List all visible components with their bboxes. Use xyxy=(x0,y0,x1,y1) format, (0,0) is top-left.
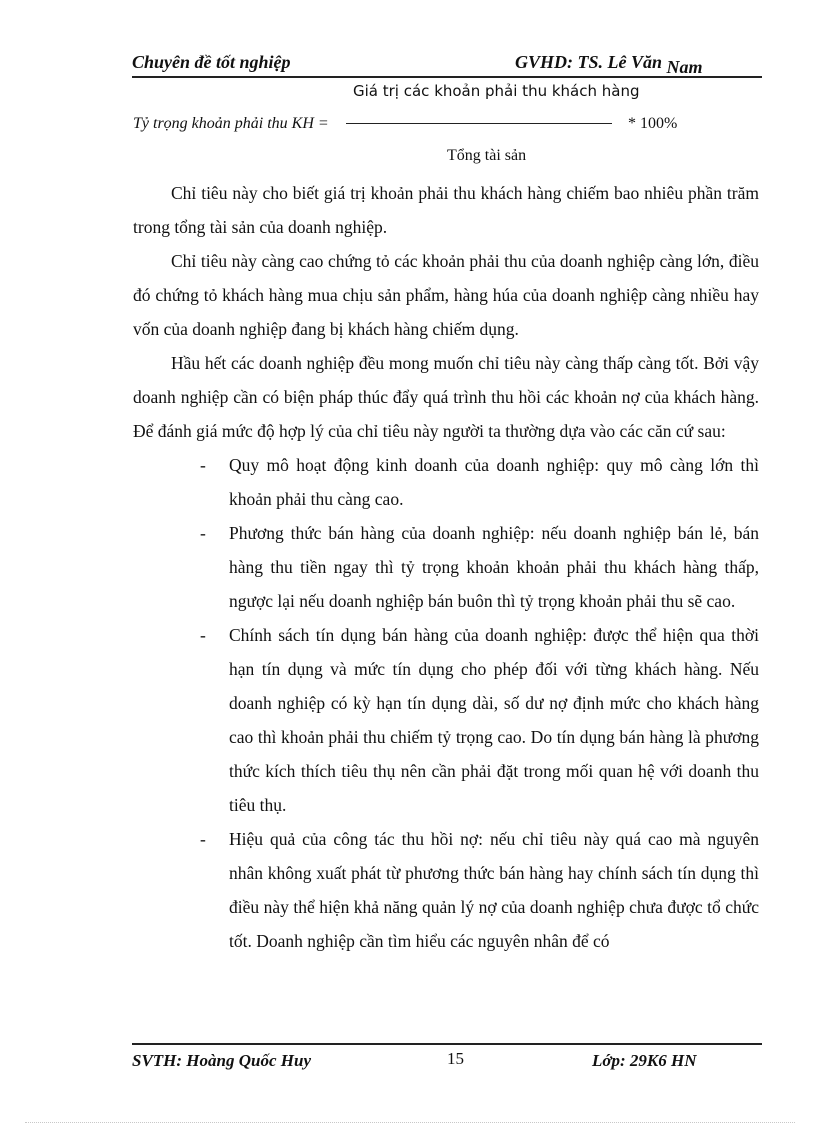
list-item-text: Chính sách tín dụng bán hàng của doanh nghiệp: được thể hiện qua thời hạn tín dụng và mức tín dụng cho phép đối với từng khách hàng. Nếu doanh nghiệp có kỳ hạn tín dụng dài, số dư nợ định mức cho khách hàng cao thì khoản phải thu chiếm tỷ trọng cao. Do tín dụng bán hàng là phương thức kích thích tiêu thụ nên cần phải đặt trong mối quan hệ với doanh thu tiêu thụ. xyxy=(229,625,759,815)
paragraph: Hầu hết các doanh nghiệp đều mong muốn chỉ tiêu này càng thấp càng tốt. Bởi vậy doanh nghiệp cần có biện pháp thúc đẩy quá trình thu hồi các khoản nợ của khách hàng. Để đánh giá mức độ hợp lý của chỉ tiêu này người ta thường dựa vào các căn cứ sau: xyxy=(133,353,759,441)
paragraph: Chỉ tiêu này cho biết giá trị khoản phải thu khách hàng chiếm bao nhiêu phần trăm trong tổng tài sản của doanh nghiệp. xyxy=(133,183,759,237)
formula-lhs: Tỷ trọng khoản phải thu KH = xyxy=(133,115,329,132)
formula-multiplier: * 100% xyxy=(628,115,678,132)
list-item xyxy=(133,516,759,618)
bullet-dash: - xyxy=(200,625,206,645)
formula-denominator: Tổng tài sản xyxy=(447,147,527,164)
list-item xyxy=(133,618,759,822)
footer-student: SVTH: Hoàng Quốc Huy xyxy=(132,1051,311,1070)
header-supervisor-surname: Nam xyxy=(666,57,703,77)
criteria-list xyxy=(133,448,759,958)
bullet-dash: - xyxy=(200,829,206,849)
body-text xyxy=(133,176,759,958)
list-item-text: Hiệu quả của công tác thu hồi nợ: nếu chỉ tiêu này quá cao mà nguyên nhân không xuất phát từ phương thức bán hàng hay chính sách tín dụng thì điều này thể hiện khả năng quản lý nợ của doanh nghiệp chưa được tổ chức tốt. Doanh nghiệp cần tìm hiểu các nguyên nhân để có xyxy=(229,829,759,951)
bullet-dash: - xyxy=(200,523,206,543)
page-footer xyxy=(132,1043,762,1075)
bullet-dash: - xyxy=(200,455,206,475)
list-item-text: Quy mô hoạt động kinh doanh của doanh nghiệp: quy mô càng lớn thì khoản phải thu càng cao. xyxy=(229,455,759,509)
list-item-text: Phương thức bán hàng của doanh nghiệp: nếu doanh nghiệp bán lẻ, bán hàng thu tiền ngay thì tỷ trọng khoản khoản phải thu khách hàng thấp, ngược lại nếu doanh nghiệp bán buôn thì tỷ trọng khoản phải thu sẽ cao. xyxy=(229,523,759,611)
page-number: 15 xyxy=(447,1049,464,1068)
fraction-bar xyxy=(346,123,612,124)
header-title: Chuyên đề tốt nghiệp xyxy=(132,52,291,72)
paragraph: Chỉ tiêu này càng cao chứng tỏ các khoản phải thu của doanh nghiệp càng lớn, điều đó chứng tỏ khách hàng mua chịu sản phẩm, hàng húa của doanh nghiệp càng nhiều hay vốn của doanh nghiệp đang bị khách hàng chiếm dụng. xyxy=(133,251,759,339)
list-item xyxy=(133,822,759,958)
footer-class: Lớp: 29K6 HN xyxy=(592,1051,697,1070)
formula-numerator: Giá trị các khoản phải thu khách hàng xyxy=(353,82,640,100)
header-supervisor-main: GVHD: TS. Lê Văn xyxy=(515,52,663,72)
list-item xyxy=(133,448,759,516)
ratio-formula xyxy=(0,0,816,170)
